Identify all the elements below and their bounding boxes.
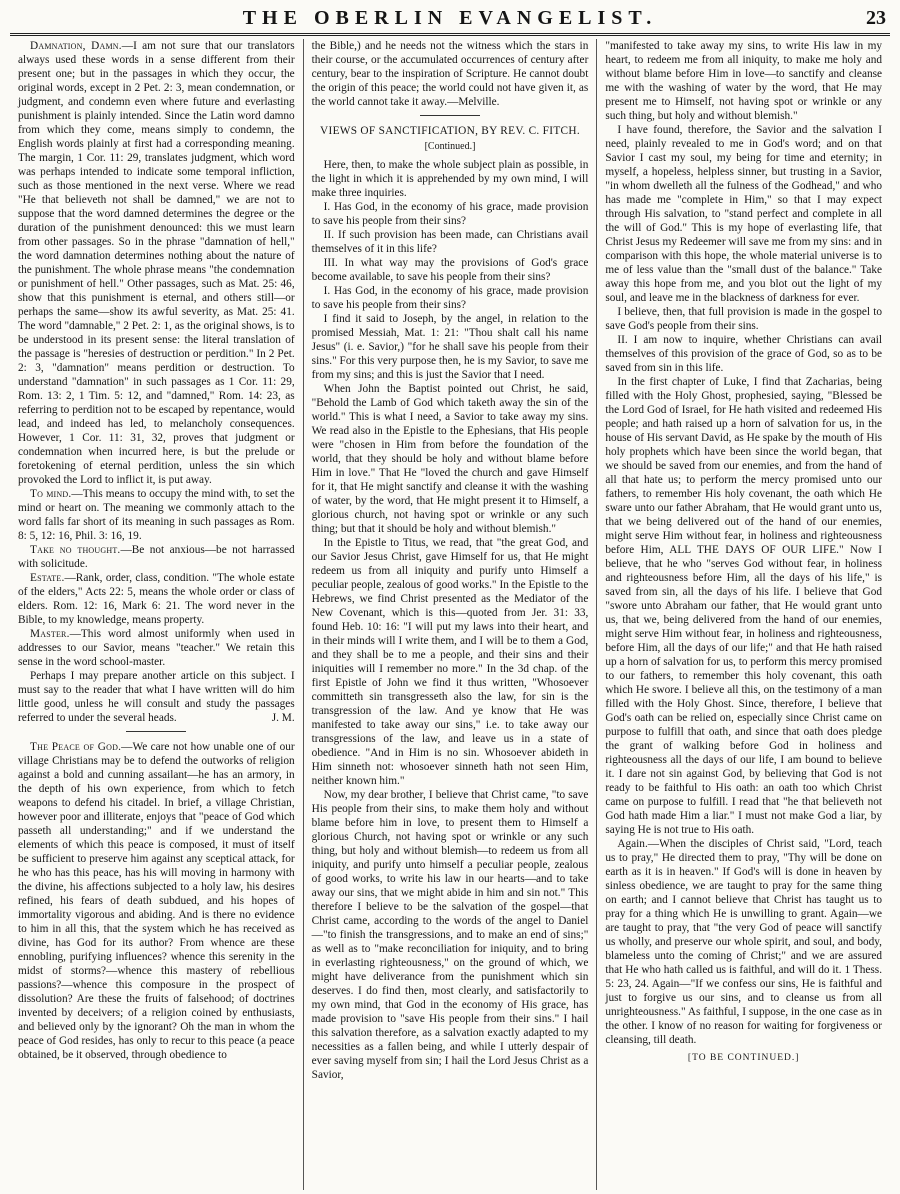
paragraph: "manifested to take away my sins, to write His law in my heart, to redeem me from all iniquity, to make me holy and without blame before Him in love—to sanctify and cleanse me with the washing of water by the word, that He may present me to Himself, not having spot or wrinkle or any such thing, but holy and without blemish." — [605, 40, 883, 122]
article-heading: VIEWS OF SANCTIFICATION, BY REV. C. FITCH. — [320, 125, 580, 137]
paragraph: I. Has God, in the economy of his grace, made provision to save his people from their sins? — [311, 285, 589, 311]
section-divider — [420, 115, 480, 116]
paragraph: II. If such provision has been made, can Christians avail themselves of it in this life? — [311, 229, 589, 255]
entry-text: —Rank, order, class, condition. "The whole estate of the elders," Acts 22: 5, means the whole order or class of elders. Rom. 12: 16, Mark 6: 21. The word never in the Bible, to my knowledge, means property. — [18, 572, 295, 626]
paragraph: the Bible,) and he needs not the witness which the stars in their course, or the accumulated occurrences of century after century, bear to the inspiration of Scripture. He cannot doubt the origin of this peace; the world could not have given it, as the world cannot take it away.—Melville. — [311, 40, 589, 108]
entry-lead: Estate. — [30, 572, 65, 584]
paragraph: In the Epistle to Titus, we read, that "the great God, and our Savior Jesus Christ, gave Himself for us, that He might redeem us from all iniquity and purify unto Himself a peculiar people, zealous of good works." In the Epistle to the Hebrews, we find Christ presented as the Mediator of the New Covenant, which is this—quoted from Jer. 31: 33, found Heb. 10: 16: "I will put my laws into their heart, and in their minds will I write them, and I will be to them a God, and they shall be to me a people, and their sins and their iniquities will I remember no more." In the 3d chap. of the first Epistle of John we find it thus written, "Whosoever committeth sin transgresseth also the law, for sin is the transgression of the law. And ye know that He was manifested to take away our sins," i.e. to take away our transgressions of the law, and leave us in a state of obedience. "And in Him is no sin. Whosoever abideth in Him sinneth not: whosoever sinneth hath not seen Him, neither known him." — [311, 537, 589, 787]
paragraph: II. I am now to inquire, whether Christians can avail themselves of this provision of the grace of God, so as to be saved from sin in this life. — [605, 334, 883, 374]
paragraph: I. Has God, in the economy of his grace, made provision to save his people from their sins? — [311, 201, 589, 227]
column-1 — [10, 39, 303, 1190]
column-3 — [596, 39, 890, 1190]
masthead-rule — [10, 33, 890, 36]
article-columns — [10, 39, 890, 1190]
article-take-no-thought — [18, 543, 295, 571]
closing-paragraph — [18, 669, 295, 725]
entry-text: —We care not how unable one of our village Christians may be to defend the outworks of religion against a bold and cunning assailant—he has an armory, in the depth of his own experience, from which to fetch weapons to defend his citadel. In brief, a village Christian, however poor and illiterate, enjoys that "peace of God which passeth all understanding;" and if we understand the elements of which this peace is composed, it must of itself be sufficient to preserve him against any sceptical attack, for he who has this peace, has his will moving in harmony with the divine, his affections subjected to a holy law, his desires refined, his fears of death subdued, and his hopes of immortality vigorous and abiding. And is there no evidence to him in all this, that the system which he has received as divine, has God for its author? From whence are these ennobling, purifying influences? whence this serenity in the midst of storms?—whence this mastery of rebellious passions?—whence this composure in the prospect of dissolution? Are these the fruits of falsehood; of doctrines invented by deceivers; of a religion coined by enthusiasts, and believed only by the ignorant? Oh the man in whom the peace of God resides, has only to recur to this peace (a peace obtained, be it observed, through obedience to — [18, 741, 295, 1061]
page-number: 23 — [866, 7, 886, 29]
entry-lead: Take no thought. — [30, 544, 121, 556]
entry-text: —This means to occupy the mind with, to set the mind or heart on. The meaning we commonly attach to the word falls far short of its meaning in such passages as Rom. 8: 5, 12: 16, Phil. 3: 16, 19. — [18, 488, 295, 542]
article-master — [18, 627, 295, 669]
article-estate — [18, 571, 295, 627]
entry-lead: Master. — [30, 628, 70, 640]
continued-note: [Continued.] — [424, 141, 476, 152]
masthead — [10, 4, 890, 32]
article-damnation — [18, 39, 295, 487]
newspaper-title: THE OBERLIN EVANGELIST. — [242, 7, 658, 29]
paragraph: III. In what way may the provisions of God's grace become available, to save his people from their sins? — [311, 257, 589, 283]
entry-text: —Be not anxious—be not harrassed with solicitude. — [18, 544, 295, 570]
entry-lead: The Peace of God. — [30, 741, 122, 753]
entry-lead: Damnation, Damn. — [30, 40, 122, 52]
paragraph: In the first chapter of Luke, I find that Zacharias, being filled with the Holy Ghost, prophesied, saying, "Blessed be the Lord God of Israel, for He hath visited and redeemed His people; and hath raised up a horn of salvation for us, in the house of His servant David, as He spake by the mouth of His holy prophets which have been since the world began, that we should be saved from our enemies, and from the hand of all that hate us; to perform the mercy promised unto our fathers, to remember His holy covenant, the oath which He sware unto our father Abraham, that He would grant unto us, that we being delivered out of the hand of our enemies, might serve Him without fear, in holiness and righteousness before Him, ALL THE DAYS OF OUR LIFE." Now I believe, that he who "serves God without fear, in holiness and righteousness before Him, all the days of his life," is saved from sin, all the days of his life. I believe that God "swore unto Abraham our father, that He would grant unto us, that we, being delivered from the hand of our enemies, might serve Him without fear, in holiness and righteousness, before Him, all the days of our life;" and that He hath raised up a horn of salvation for us, to perform this mercy promised to our fathers, to remember this holy covenant, this oath which He swore. I believe all this, on the testimony of a man filled with the Holy Ghost. Since, therefore, I believe that God's oath can be relied on, especially since Christ came on purpose to fulfill that oath, and since that oath does pledge the grant of walking before God in holiness and righteousness all the days of our life, I am bound to believe it. I dare not sin against God, by believing that God is not ready to be faithful to His oath: an oath too which Christ came on purpose to fulfill. I read that "he that believeth not God hath made Him a liar." I must not make God a liar, by saying He is not true to His oath. — [605, 376, 883, 836]
entry-lead: To mind. — [30, 488, 72, 500]
author-initials: J. M. — [271, 712, 295, 724]
article-to-mind — [18, 487, 295, 543]
paragraph: Again.—When the disciples of Christ said, "Lord, teach us to pray," He directed them to pray, "Thy will be done on earth as it is in heaven." If God's will is done in heaven by sinless obedience, we are taught to pray for the same thing on earth; and I cannot believe that Christ has taught us to pray for a thing which He is unwilling to grant. Again—we are taught to pray, that "the very God of peace will sanctify us wholly, and preserve our whole spirit, and soul, and body, blameless unto the coming of Christ;" and we are assured that He who hath called us is faithful, and will do it. 1 Thess. 5: 23, 24. Again—"If we confess our sins, He is faithful and just to forgive us our sins, and to cleanse us from all unrighteousness." As faithful, I suppose, in the one case as in the other. I know of no reason for waiting for forgiveness or cleansing, till death. — [605, 838, 883, 1046]
paragraph: When John the Baptist pointed out Christ, he said, "Behold the Lamb of God which taketh away the sin of the world." This is what I need, a Savior to take away my sins. We read also in the Epistle to the Ephesians, that His people were "chosen in Him from before the foundation of the world, that they should be holy and without blame before Him in love." That He "loved the church and gave Himself for it, that He might sanctify and cleanse it with the washing of water, by the word, that He might present it to Himself, a glorious church, not having spot or wrinkle or any such thing; but that it should be holy and without blemish." — [311, 383, 589, 535]
paragraph: Here, then, to make the whole subject plain as possible, in the light in which it is apprehended by my own mind, I will make three inquiries. — [311, 159, 589, 199]
paragraph: I find it said to Joseph, by the angel, in relation to the promised Messiah, Mat. 1: 21: "Thou shalt call his name Jesus" (i. e. Savior,) "for he shall save his people from their sins." For this very purpose then, he is my Savior, to save me from my sins; and this is just the Savior that I need. — [311, 313, 589, 381]
paragraph: I have found, therefore, the Savior and the salvation I need, plainly revealed to me in God's word; and on that Savior I cast my soul, my being for time and eternity; in myself, a hopeless, helpless sinner, but trusting in a Savior, "in whom dwelleth all the fulness of the Godhead," and who has made me "complete in Him," so that I may expect through His salvation, to "stand perfect and complete in all the will of God." This is my hope of everlasting life, that Christ Jesus my Redeemer will save me from my sins: and in comparison with this hope, the whole material universe is to me of less value than the "small dust of the balance." Take away this hope from me, and you blot out the light of my soul, and leave me in the blackness of darkness for ever. — [605, 124, 883, 304]
paragraph: I believe, then, that full provision is made in the gospel to save God's people from their sins. — [605, 306, 883, 332]
entry-text: —This word almost uniformly when used in addresses to our Savior, means "teacher." We retain this sense in the word school-master. — [18, 628, 295, 668]
column-2 — [303, 39, 597, 1190]
to-be-continued-note: [TO BE CONTINUED.] — [687, 1053, 800, 1063]
article-peace-of-god — [18, 740, 295, 1062]
entry-text: —I am not sure that our translators always used these words in a sense different from their present one; but in the passages in which they occur, the original words, except in 2 Pet. 2: 3, mean condemnation, or judgment, and condemn even where future and everlasting punishment is plainly intended. Since the Latin word damno from which they come, means simply to condemn, the English words plainly at first had a corresponding meaning. The margin, 1 Cor. 11: 29, translates judgment, which word was perhaps intended to indicate some temporal infliction, such as those mentioned in the next verse. Where we read "He that believeth not shall be damned," we are not to suppose that the word damned determines the degree or the duration of the punishment denounced: this we must learn from other passages. So in the phrase "damnation of hell," the word damnation determines nothing about the nature of the punishment. The whole phrase means "the condemnation or punishment of hell." Other passages, such as Mat. 25: 46, show that this punishment is eternal, and others still—or perhaps the same—show its awful severity, as Mat. 25: 41. The word "damnable," 2 Pet. 2: 1, as the original shows, is to be understood in its present sense: the literal translation of the passage is "heresies of destruction or perdition." In 2 Pet. 2: 3, "damnation" means perdition or destruction. To understand "damnation" in such passages as 1 Cor. 11: 29, Rom. 13: 2, 1 Tim. 5: 12, and "damned," Rom. 14: 23, as referring to perdition not to be escaped by repentance, would lead, and indeed has led, to melancholy consequences. However, 1 Cor. 11: 31, 32, proves that judgment or condemnation when incurred here, is but the prelude or foretokening of eternal perdition, unless the sin which provoked the Lord to inflict it, is put away. — [18, 40, 295, 486]
paragraph: Now, my dear brother, I believe that Christ came, "to save His people from their sins, to make them holy and without blame before him in love, to present them to Himself a glorious Church, not having spot or wrinkle or any such thing, but holy and without blemish—to redeem us from all iniquity, and purify unto himself a peculiar people, zealous of good works, to write his law in our hearts—and to take away our sins, that we might abide in him and sin not." This therefore I believe to be the salvation of the gospel—that Christ came, according to the words of the angel to Daniel—"to finish the transgressions, and to make an end of sins;" as well as to "make reconciliation for iniquity, and to bring in everlasting righteousness," on the ground of which, we might have deliverance from the punishment which sin deserves. I do find then, most clearly, and satisfactorily to my own mind, that God in the economy of His grace, has made provision to "save His people from their sins." I hail this salvation therefore, as a salvation exactly adapted to my necessities as a fallen being, and while I utterly despair of ever saving myself from sin; I hail the Lord Jesus Christ as a Savior, — [311, 789, 589, 1081]
paragraph-text: Perhaps I may prepare another article on this subject. I must say to the reader that what I have written will do him little good, unless he will consult and study the passages referred to under the several heads. — [18, 670, 295, 724]
section-divider — [126, 731, 186, 732]
